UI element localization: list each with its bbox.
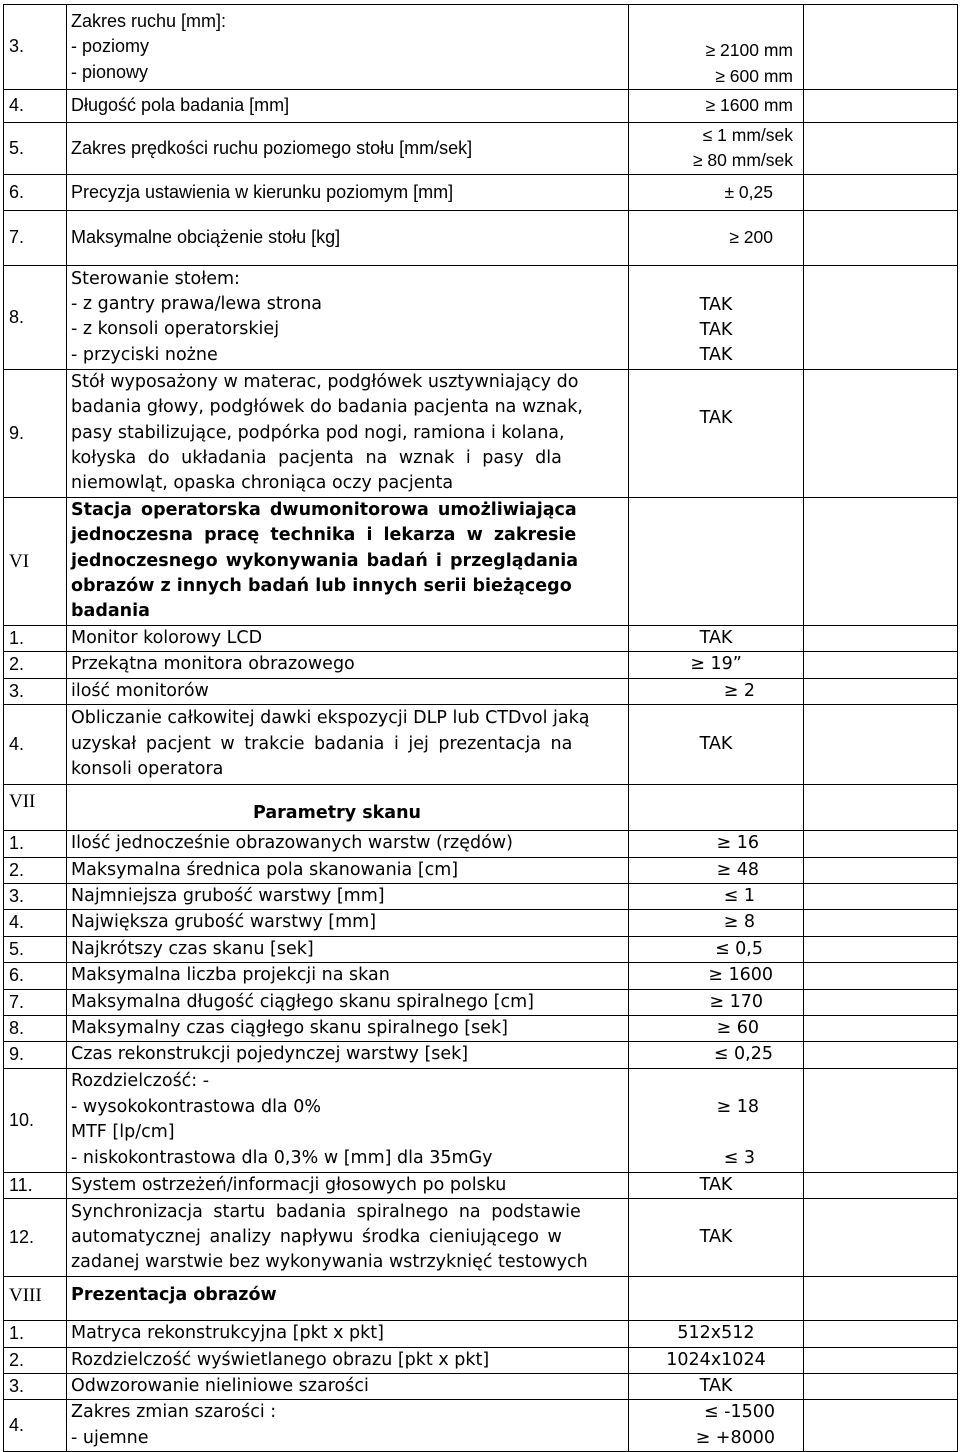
empty-cell (804, 936, 958, 962)
row-value: ≤ 1 (629, 883, 804, 909)
row-number: 12. (4, 1199, 67, 1277)
row-number: 5. (4, 936, 67, 962)
table-row (4, 831, 958, 857)
table-row (4, 1277, 958, 1321)
row-value: ≤ 1 mm/sek ≥ 80 mm/sek (629, 123, 804, 175)
row-number: 5. (4, 123, 67, 175)
table-row (4, 1042, 958, 1068)
empty-cell (804, 963, 958, 989)
empty-cell (804, 652, 958, 678)
row-number: 9. (4, 369, 67, 497)
empty-cell (804, 705, 958, 785)
table-row (4, 265, 958, 369)
row-value: ≥ 200 (629, 210, 804, 265)
row-number: 4. (4, 90, 67, 123)
table-row (4, 883, 958, 909)
row-description: Obliczanie całkowitej dawki ekspozycji DLP lub CTDvol jaką uzyskał pacjent w trakcie badania i jej prezentacja na konsoli operatora (67, 705, 629, 785)
row-number: 6. (4, 963, 67, 989)
empty-cell (804, 625, 958, 651)
row-value: ≥ 1600 (629, 963, 804, 989)
table-row (4, 652, 958, 678)
table-row (4, 497, 958, 625)
row-description: Monitor kolorowy LCD (67, 625, 629, 651)
row-description: Ilość jednocześnie obrazowanych warstw (rzędów) (67, 831, 629, 857)
row-description: System ostrzeżeń/informacji głosowych po polsku (67, 1172, 629, 1198)
row-description: Maksymalna liczba projekcji na skan (67, 963, 629, 989)
row-number: 2. (4, 652, 67, 678)
table-row (4, 1015, 958, 1041)
row-value: TAK (629, 1172, 804, 1198)
empty-cell (804, 265, 958, 369)
section-title: Stacja operatorska dwumonitorowa umożliwiająca jednoczesna pracę technika i lekarza w zakresie jednoczesnego wykonywania badań i przeglądania obrazów z innych badań lub innych serii bieżącego badania (67, 497, 629, 625)
row-value: ≥ 2 (629, 678, 804, 704)
row-value: TAK (629, 1199, 804, 1277)
table-row (4, 1347, 958, 1373)
row-description: Precyzja ustawienia w kierunku poziomym [mm] (67, 174, 629, 210)
empty-cell (804, 883, 958, 909)
row-description: Najkrótszy czas skanu [sek] (67, 936, 629, 962)
row-value: TAK (629, 1373, 804, 1399)
row-description: Maksymalne obciążenie stołu [kg] (67, 210, 629, 265)
table-row (4, 210, 958, 265)
row-value: TAK TAK TAK (629, 265, 804, 369)
row-value: 1024x1024 (629, 1347, 804, 1373)
row-number: 3. (4, 678, 67, 704)
row-description: Matryca rekonstrukcyjna [pkt x pkt] (67, 1321, 629, 1347)
row-description: Maksymalna długość ciągłego skanu spiralnego [cm] (67, 989, 629, 1015)
row-number: 7. (4, 989, 67, 1015)
table-row (4, 1400, 958, 1452)
row-number: 7. (4, 210, 67, 265)
row-number: 4. (4, 910, 67, 936)
empty-cell (804, 785, 958, 831)
empty-cell (804, 123, 958, 175)
table-row (4, 123, 958, 175)
row-value: ≤ 0,25 (629, 1042, 804, 1068)
row-number: 8. (4, 265, 67, 369)
table-row (4, 174, 958, 210)
table-row (4, 90, 958, 123)
empty-cell (804, 678, 958, 704)
section-title: Prezentacja obrazów (67, 1277, 629, 1321)
row-description: Przekątna monitora obrazowego (67, 652, 629, 678)
empty-cell (804, 1373, 958, 1399)
table-row (4, 785, 958, 831)
table-row (4, 910, 958, 936)
row-number: 4. (4, 1400, 67, 1452)
row-value: ≥ 16 (629, 831, 804, 857)
row-number: 9. (4, 1042, 67, 1068)
empty-cell (804, 210, 958, 265)
row-number: 2. (4, 857, 67, 883)
row-number: 3. (4, 1373, 67, 1399)
row-value: ≤ -1500 ≥ +8000 (629, 1400, 804, 1452)
empty-cell (804, 1400, 958, 1452)
empty-cell (804, 1172, 958, 1198)
empty-cell (629, 497, 804, 625)
specification-table (3, 4, 958, 1452)
row-number: 1. (4, 1321, 67, 1347)
row-description: ilość monitorów (67, 678, 629, 704)
table-row (4, 989, 958, 1015)
section-number: VII (4, 785, 67, 831)
row-value: ≥ 48 (629, 857, 804, 883)
row-value: ≥ 170 (629, 989, 804, 1015)
empty-cell (804, 1321, 958, 1347)
row-number: 10. (4, 1068, 67, 1172)
empty-cell (804, 174, 958, 210)
empty-cell (804, 5, 958, 90)
row-description: Odwzorowanie nieliniowe szarości (67, 1373, 629, 1399)
table-row (4, 1321, 958, 1347)
empty-cell (804, 1347, 958, 1373)
row-value: TAK (629, 369, 804, 497)
section-number: VIII (4, 1277, 67, 1321)
empty-cell (804, 1015, 958, 1041)
row-description: Sterowanie stołem: - z gantry prawa/lewa strona - z konsoli operatorskiej - przyciski nożne (67, 265, 629, 369)
row-number: 11. (4, 1172, 67, 1198)
row-value: ≥ 60 (629, 1015, 804, 1041)
row-number: 8. (4, 1015, 67, 1041)
empty-cell (804, 497, 958, 625)
empty-cell (804, 989, 958, 1015)
empty-cell (804, 1068, 958, 1172)
empty-cell (804, 1042, 958, 1068)
empty-cell (804, 831, 958, 857)
table-row (4, 705, 958, 785)
row-number: 6. (4, 174, 67, 210)
table-row (4, 369, 958, 497)
row-number: 2. (4, 1347, 67, 1373)
row-description: Maksymalny czas ciągłego skanu spiralnego [sek] (67, 1015, 629, 1041)
section-title: Parametry skanu (67, 785, 629, 831)
table-row (4, 936, 958, 962)
row-description: Zakres prędkości ruchu poziomego stołu [mm/sek] (67, 123, 629, 175)
row-description: Rozdzielczość: - - wysokokontrastowa dla 0% MTF [lp/cm] - niskokontrastowa dla 0,3% w [mm] dla 35mGy (67, 1068, 629, 1172)
row-value: ≥ 8 (629, 910, 804, 936)
table-row (4, 1373, 958, 1399)
row-number: 1. (4, 831, 67, 857)
row-description: Zakres zmian szarości : - ujemne (67, 1400, 629, 1452)
row-value: TAK (629, 625, 804, 651)
row-description: Maksymalna średnica pola skanowania [cm] (67, 857, 629, 883)
row-value: 512x512 (629, 1321, 804, 1347)
table-row (4, 625, 958, 651)
row-number: 1. (4, 625, 67, 651)
row-value: ≤ 0,5 (629, 936, 804, 962)
table-row (4, 5, 958, 90)
empty-cell (629, 785, 804, 831)
row-value: TAK (629, 705, 804, 785)
empty-cell (804, 1277, 958, 1321)
row-description: Synchronizacja startu badania spiralnego na podstawie automatycznej analizy napływu środka cieniującego w zadanej warstwie bez wykonywania wstrzyknięć testowych (67, 1199, 629, 1277)
row-description: Rozdzielczość wyświetlanego obrazu [pkt x pkt] (67, 1347, 629, 1373)
row-description: Stół wyposażony w materac, podgłówek usztywniający do badania głowy, podgłówek do badania pacjenta na wznak, pasy stabilizujące, podpórka pod nogi, ramiona i kolana, kołyska do układania pacjenta na wznak i pasy dla niemowląt, opaska chroniąca oczy pacjenta (67, 369, 629, 497)
section-number: VI (4, 497, 67, 625)
row-description: Zakres ruchu [mm]: - poziomy - pionowy (67, 5, 629, 90)
empty-cell (804, 857, 958, 883)
row-description: Najmniejsza grubość warstwy [mm] (67, 883, 629, 909)
table-row (4, 1199, 958, 1277)
table-row (4, 1068, 958, 1172)
row-number: 3. (4, 883, 67, 909)
row-description: Długość pola badania [mm] (67, 90, 629, 123)
empty-cell (804, 369, 958, 497)
empty-cell (804, 90, 958, 123)
row-value: ≥ 19” (629, 652, 804, 678)
row-value: ≥ 1600 mm (629, 90, 804, 123)
row-description: Czas rekonstrukcji pojedynczej warstwy [sek] (67, 1042, 629, 1068)
row-value: ≥ 2100 mm ≥ 600 mm (629, 5, 804, 90)
row-value: ≥ 18 ≤ 3 (629, 1068, 804, 1172)
empty-cell (804, 1199, 958, 1277)
empty-cell (804, 910, 958, 936)
row-number: 3. (4, 5, 67, 90)
table-row (4, 963, 958, 989)
row-number: 4. (4, 705, 67, 785)
empty-cell (629, 1277, 804, 1321)
table-row (4, 1172, 958, 1198)
table-row (4, 857, 958, 883)
row-value: ± 0,25 (629, 174, 804, 210)
table-row (4, 678, 958, 704)
row-description: Największa grubość warstwy [mm] (67, 910, 629, 936)
